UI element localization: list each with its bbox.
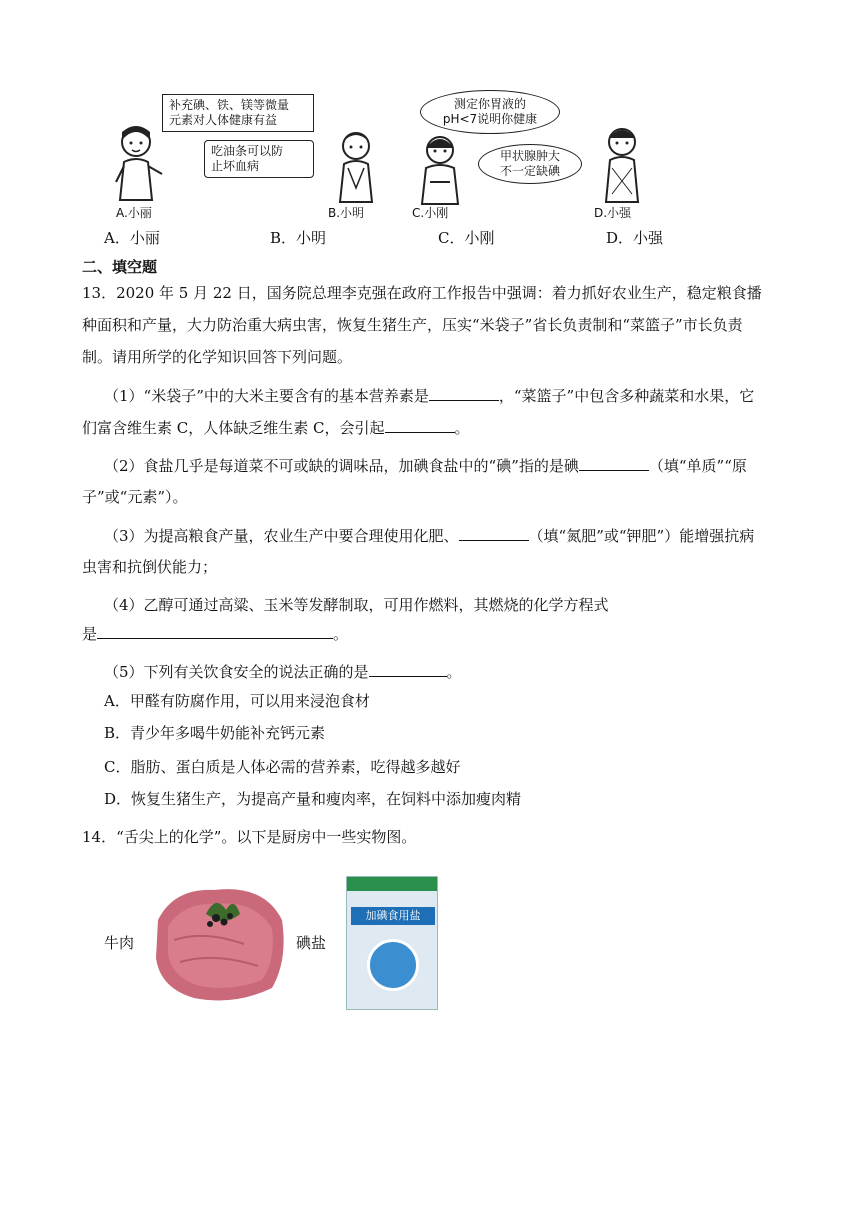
q13-part1-text: ，“菜篮子”中包含多种蔬菜和水果，它 <box>498 387 755 405</box>
bubble-text: pH<7说明你健康 <box>442 112 538 126</box>
q13-part1-line2 <box>82 416 470 439</box>
bubble-text: 元素对人体健康有益 <box>169 113 278 127</box>
q13-part2-text: （2）食盐几乎是每道菜不可或缺的调味品，加碘食盐中的“碘”指的是碘 <box>104 457 579 475</box>
answer-blank-iodine[interactable] <box>579 454 649 471</box>
iodized-salt-bag <box>346 876 438 1010</box>
q13-option-b: B．青少年多喝牛奶能补充钙元素 <box>104 724 326 742</box>
answer-blank-nutrient[interactable] <box>429 384 499 401</box>
person-xiaoming-illustration <box>326 128 386 204</box>
bubble-text: 补充碘、铁、镁等微量 <box>169 98 290 112</box>
person-xiaoqiang-illustration <box>592 124 652 204</box>
q13-part3-line1 <box>104 524 754 547</box>
q13-part1-text: （1）“米袋子”中的大米主要含有的基本营养素是 <box>104 387 429 405</box>
q13-part1-text: 。 <box>454 419 470 437</box>
q13-stem-line3: 制。请用所学的化学知识回答下列问题。 <box>82 348 353 366</box>
q13-part3-line2: 虫害和抗倒伏能力； <box>82 558 218 576</box>
q13-part4-text: 。 <box>333 625 349 643</box>
q13-part2-text: （填“单质”“原 <box>648 457 747 475</box>
speech-bubble-xiaoqiang <box>478 144 582 184</box>
q13-part4-line2 <box>82 622 348 645</box>
q13-option-c: C．脂肪、蛋白质是人体必需的营养素，吃得越多越好 <box>104 758 461 776</box>
speech-bubble-xiaoming <box>204 140 314 178</box>
caption-xiaoming: B.小明 <box>328 206 365 220</box>
q13-part4-line1: （4）乙醇可通过高粱、玉米等发酵制取，可用作燃料，其燃烧的化学方程式 <box>104 596 609 614</box>
q13-part3-text: （填“氮肥”或“钾肥”）能增强抗病 <box>528 527 755 545</box>
q13-stem-line1: 13．2020 年 5 月 22 日，国务院总理李克强在政府工作报告中强调：着力抓好农业生产，稳定粮食播 <box>82 284 762 302</box>
salt-bag-emblem <box>367 939 419 991</box>
caption-xiaoqiang: D.小强 <box>594 206 632 220</box>
answer-blank-fertilizer[interactable] <box>459 524 529 541</box>
bubble-text: 吃油条可以防 <box>211 144 284 158</box>
q12-option-a: A．小丽 <box>104 229 160 247</box>
q13-part5-text: 。 <box>446 663 462 681</box>
q13-part1-text: 们富含维生素 C，人体缺乏维生素 C，会引起 <box>82 419 385 437</box>
beef-image <box>154 880 288 1006</box>
q13-part1-line1 <box>104 384 754 407</box>
q13-part4-text: 是 <box>82 625 98 643</box>
q12-option-b: B．小明 <box>270 229 327 247</box>
answer-blank-disease[interactable] <box>385 416 455 433</box>
q13-part2-line2: 子”或“元素”）。 <box>82 488 188 506</box>
q13-stem-line2: 种面积和产量，大力防治重大病虫害，恢复生猪生产，压实“米袋子”省长负责制和“菜篮子”市长负责 <box>82 316 743 334</box>
cartoon-figure <box>100 88 700 224</box>
q13-part3-text: （3）为提高粮食产量，农业生产中要合理使用化肥、 <box>104 527 459 545</box>
caption-xiaogang: C.小刚 <box>412 206 449 220</box>
q13-option-a: A．甲醛有防腐作用，可以用来浸泡食材 <box>104 692 370 710</box>
section-title: 二、填空题 <box>82 258 158 276</box>
q13-part2-line1 <box>104 454 747 477</box>
salt-bag-header <box>347 877 437 891</box>
bubble-text: 不一定缺碘 <box>499 164 560 178</box>
bubble-text: 测定你胃液的 <box>453 97 526 111</box>
q13-option-d: D．恢复生猪生产，为提高产量和瘦肉率，在饲料中添加瘦肉精 <box>104 790 522 808</box>
person-xiaoli-illustration <box>106 122 166 202</box>
bubble-text: 止坏血病 <box>211 159 260 173</box>
answer-blank-food-safety[interactable] <box>369 660 447 677</box>
q14-stem: 14．“舌尖上的化学”。以下是厨房中一些实物图。 <box>82 828 417 846</box>
person-xiaogang-illustration <box>410 132 470 206</box>
answer-blank-equation[interactable] <box>97 622 333 639</box>
q12-option-c: C．小刚 <box>438 229 495 247</box>
thought-bubble-xiaogang <box>420 90 560 134</box>
q12-option-d: D．小强 <box>606 229 664 247</box>
label-beef: 牛肉 <box>104 934 135 952</box>
q13-part5-text: （5）下列有关饮食安全的说法正确的是 <box>104 663 369 681</box>
salt-bag-title: 加碘食用盐 <box>351 907 435 925</box>
q13-part5 <box>104 660 462 683</box>
label-iodized-salt: 碘盐 <box>296 934 327 952</box>
caption-xiaoli: A.小丽 <box>116 206 152 220</box>
speech-bubble-xiaoli <box>162 94 314 132</box>
bubble-text: 甲状腺肿大 <box>499 149 560 163</box>
